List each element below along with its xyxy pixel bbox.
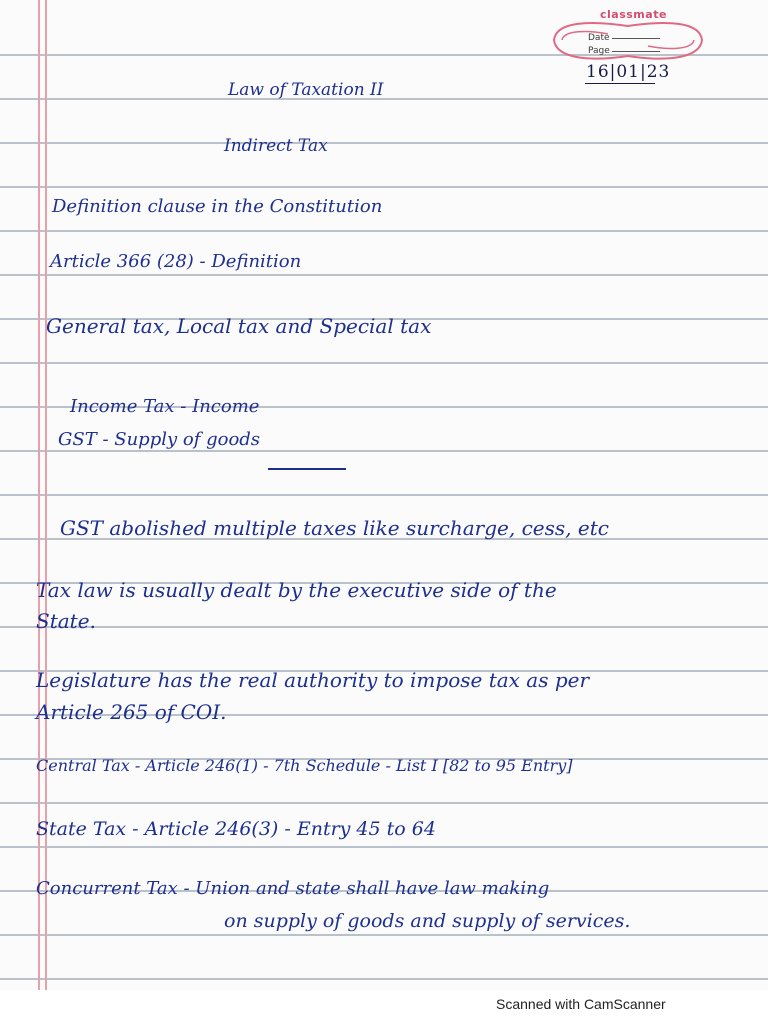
note-line: GST - Supply of goods — [58, 429, 261, 450]
note-line: State Tax - Article 246(3) - Entry 45 to 64 — [36, 818, 436, 840]
supply-underline — [268, 468, 346, 470]
note-line: Definition clause in the Constitution — [52, 196, 383, 217]
note-line: Tax law is usually dealt by the executive side of the — [36, 578, 557, 602]
date-underline — [585, 83, 655, 84]
margin-line-outer — [38, 0, 40, 990]
note-line: Concurrent Tax - Union and state shall have law making — [36, 878, 550, 899]
note-line: State. — [36, 609, 96, 633]
page-field — [588, 46, 660, 56]
note-line: Article 366 (28) - Definition — [50, 251, 302, 272]
scanner-watermark: Scanned with CamScanner — [496, 996, 666, 1012]
note-line: GST abolished multiple taxes like surcharge, cess, etc — [60, 516, 609, 540]
note-line: Central Tax - Article 246(1) - 7th Schedule - List I [82 to 95 Entry] — [36, 756, 573, 775]
brand-name: classmate — [600, 8, 667, 21]
note-subtitle: Indirect Tax — [224, 136, 328, 156]
note-line: on supply of goods and supply of services. — [224, 910, 631, 932]
date-field — [588, 33, 660, 43]
note-line: Article 265 of COI. — [36, 700, 227, 724]
note-title: Law of Taxation II — [228, 80, 384, 100]
note-line: Legislature has the real authority to impose tax as per — [36, 668, 590, 692]
note-line: Income Tax - Income — [70, 396, 260, 417]
note-line: General tax, Local tax and Special tax — [46, 314, 432, 338]
date-label: Date — [588, 33, 610, 43]
handwritten-date: 16|01|23 — [586, 62, 671, 82]
page-label: Page — [588, 46, 610, 56]
margin-line-inner — [45, 0, 47, 990]
